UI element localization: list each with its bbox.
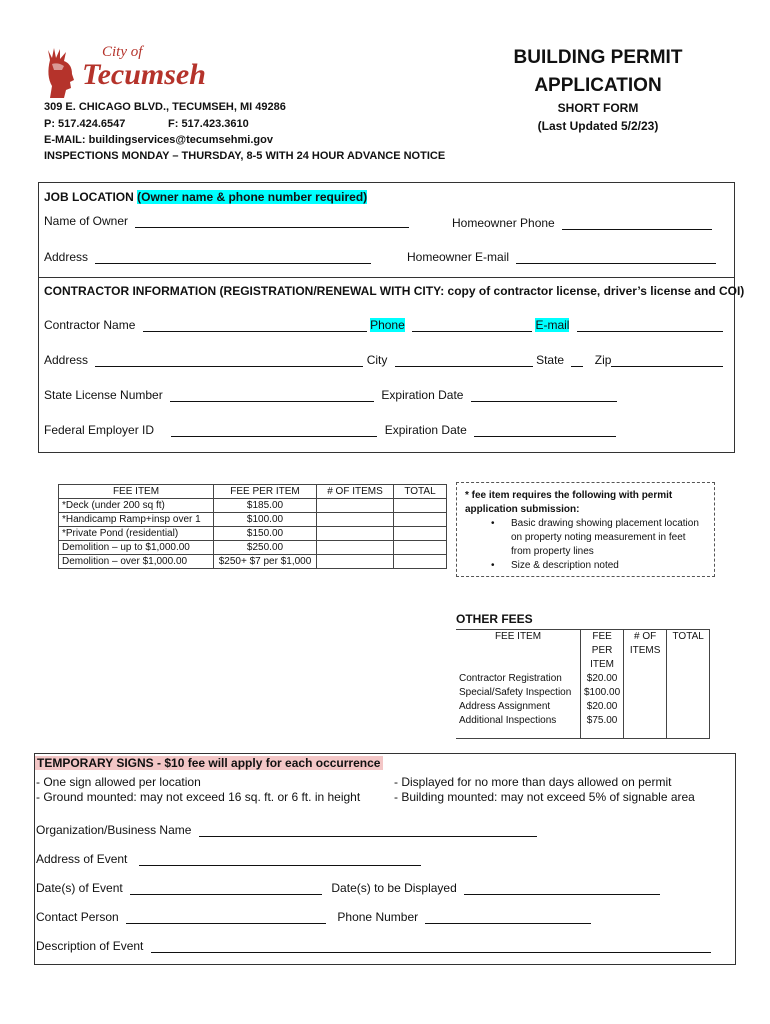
header-fax: F: 517.423.3610 xyxy=(168,118,249,130)
count-cell[interactable] xyxy=(624,672,667,686)
total-cell[interactable] xyxy=(394,555,447,569)
temp-signs-heading: TEMPORARY SIGNS - $10 fee will apply for each occurrence xyxy=(35,756,383,770)
fee-table xyxy=(58,484,447,569)
table-row xyxy=(59,513,447,527)
table-row xyxy=(59,555,447,569)
contractor-state-label: State xyxy=(536,353,565,367)
other-fees-table xyxy=(456,629,710,739)
table-row xyxy=(456,686,710,700)
other-fee-value-cell: $75.00 xyxy=(581,714,624,728)
other-fee-value-cell: $100.00 xyxy=(581,686,624,700)
owner-name-label: Name of Owner xyxy=(44,214,129,228)
other-fee-item-cell: Additional Inspections xyxy=(459,715,557,726)
total-cell[interactable] xyxy=(667,686,710,700)
owner-email-label: Homeowner E-mail xyxy=(407,250,510,264)
logo-city-of: City of xyxy=(102,44,143,60)
other-total-header: TOTAL xyxy=(667,630,710,673)
description-field[interactable] xyxy=(151,938,711,953)
bullet-icon: • xyxy=(491,518,495,529)
owner-phone-label: Homeowner Phone xyxy=(452,216,555,230)
contractor-city-field[interactable] xyxy=(395,352,533,367)
total-cell[interactable] xyxy=(394,513,447,527)
fee-value-cell: $250+ $7 per $1,000 xyxy=(214,555,317,569)
last-updated: (Last Updated 5/2/23) xyxy=(537,119,659,133)
contractor-name-field[interactable] xyxy=(143,317,367,332)
contractor-name-label: Contractor Name xyxy=(44,318,136,332)
owner-phone-field[interactable] xyxy=(562,215,712,230)
temp-phone-label: Phone Number xyxy=(337,910,419,924)
federal-id-field[interactable] xyxy=(171,422,377,437)
contractor-divider xyxy=(39,277,734,278)
fee-value-cell: $100.00 xyxy=(214,513,317,527)
contractor-phone-field[interactable] xyxy=(412,317,532,332)
contractor-phone-label: Phone xyxy=(370,318,405,332)
license-field[interactable] xyxy=(170,387,374,402)
contractor-zip-field[interactable] xyxy=(611,352,723,367)
fee-value-cell: $150.00 xyxy=(214,527,317,541)
count-cell[interactable] xyxy=(624,686,667,700)
header-inspections: INSPECTIONS MONDAY – THURSDAY, 8-5 WITH 24 HOUR ADVANCE NOTICE xyxy=(44,150,446,162)
contractor-heading: CONTRACTOR INFORMATION (REGISTRATION/RENEWAL WITH CITY: copy of contractor license, driver’s license and COI) xyxy=(44,284,745,298)
fee-item-header: FEE ITEM xyxy=(59,485,214,499)
fee-value-cell: $185.00 xyxy=(214,499,317,513)
temp-signs-rule-3: - Displayed for no more than days allowed on permit xyxy=(394,775,672,789)
count-cell[interactable] xyxy=(317,499,394,513)
fee-note-bullet-2: • Size & description noted xyxy=(491,560,619,571)
contractor-city-label: City xyxy=(366,353,388,367)
num-items-header: # OF ITEMS xyxy=(317,485,394,499)
owner-name-field[interactable] xyxy=(135,213,409,228)
description-label: Description of Event xyxy=(36,939,144,953)
fee-item-cell: *Private Pond (residential) xyxy=(59,527,214,541)
other-fee-item-cell: Contractor Registration xyxy=(459,673,562,684)
total-cell[interactable] xyxy=(394,499,447,513)
count-cell[interactable] xyxy=(624,700,667,714)
fee-table-header xyxy=(59,485,447,499)
fee-note-bullet-1: • Basic drawing showing placement location on property noting measurement in feet from property lines xyxy=(491,518,699,557)
job-location-heading: JOB LOCATION (Owner name & phone number required) xyxy=(44,190,368,204)
fee-item-cell: *Deck (under 200 sq ft) xyxy=(59,499,214,513)
owner-address-label: Address xyxy=(44,250,89,264)
bullet-icon: • xyxy=(491,560,495,571)
contact-label: Contact Person xyxy=(36,910,119,924)
table-row xyxy=(456,672,710,686)
federal-id-label: Federal Employer ID xyxy=(44,423,155,437)
count-cell[interactable] xyxy=(317,541,394,555)
other-fee-item-header: FEE ITEM xyxy=(494,631,542,642)
temp-signs-rule-2: - Ground mounted: may not exceed 16 sq. ft. or 6 ft. in height xyxy=(36,790,361,804)
contact-field[interactable] xyxy=(126,909,326,924)
expiration-label-1: Expiration Date xyxy=(381,388,464,402)
total-cell[interactable] xyxy=(667,714,710,728)
event-dates-field[interactable] xyxy=(130,880,322,895)
fee-item-cell: *Handicamp Ramp+insp over 1 xyxy=(59,513,214,527)
other-fee-value-cell: $20.00 xyxy=(581,672,624,686)
table-row xyxy=(456,714,710,728)
expiration-label-2: Expiration Date xyxy=(384,423,467,437)
contractor-state-field[interactable] xyxy=(571,352,583,367)
count-cell[interactable] xyxy=(624,714,667,728)
org-field[interactable] xyxy=(199,822,537,837)
owner-email-field[interactable] xyxy=(516,249,716,264)
other-fee-per-item-header: FEE PER ITEM xyxy=(581,630,624,673)
total-header: TOTAL xyxy=(394,485,447,499)
total-cell[interactable] xyxy=(667,672,710,686)
license-label: State License Number xyxy=(44,388,163,402)
event-address-field[interactable] xyxy=(139,851,421,866)
chief-head-icon xyxy=(42,46,82,98)
job-location-note: (Owner name & phone number required) xyxy=(137,190,368,204)
fee-item-cell: Demolition – over $1,000.00 xyxy=(59,555,214,569)
total-cell[interactable] xyxy=(667,700,710,714)
other-fee-value-cell: $20.00 xyxy=(581,700,624,714)
expiration-field-1[interactable] xyxy=(471,387,617,402)
org-label: Organization/Business Name xyxy=(36,823,192,837)
page-title-line1: BUILDING PERMIT xyxy=(513,47,683,68)
fee-note-title: * fee item requires the following with permit application submission: xyxy=(465,490,673,515)
count-cell[interactable] xyxy=(317,513,394,527)
table-row xyxy=(59,499,447,513)
temp-signs-rule-1: - One sign allowed per location xyxy=(36,775,201,789)
contractor-address-label: Address xyxy=(44,353,89,367)
contractor-email-label: E-mail xyxy=(535,318,570,332)
fee-note-box xyxy=(456,482,715,577)
temp-phone-field[interactable] xyxy=(425,909,591,924)
header-email: E-MAIL: buildingservices@tecumsehmi.gov xyxy=(44,134,273,146)
fee-per-item-header: FEE PER ITEM xyxy=(214,485,317,499)
logo-name: Tecumseh xyxy=(82,58,206,91)
table-row xyxy=(59,527,447,541)
other-fee-item-cell: Address Assignment xyxy=(459,701,551,712)
contractor-zip-label: Zip xyxy=(594,353,612,367)
page-subtitle: SHORT FORM xyxy=(557,101,639,115)
header-phone: P: 517.424.6547 xyxy=(44,118,126,130)
display-dates-label: Date(s) to be Displayed xyxy=(331,881,457,895)
page-title-line2: APPLICATION xyxy=(534,75,662,96)
expiration-field-2[interactable] xyxy=(474,422,616,437)
other-fee-item-cell: Special/Safety Inspection xyxy=(459,687,572,698)
table-row xyxy=(59,541,447,555)
total-cell[interactable] xyxy=(394,541,447,555)
city-logo xyxy=(42,44,242,100)
count-cell[interactable] xyxy=(317,527,394,541)
owner-address-field[interactable] xyxy=(95,249,371,264)
total-cell[interactable] xyxy=(394,527,447,541)
event-dates-label: Date(s) of Event xyxy=(36,881,123,895)
display-dates-field[interactable] xyxy=(464,880,660,895)
event-address-label: Address of Event xyxy=(36,852,128,866)
contractor-address-field[interactable] xyxy=(95,352,363,367)
header-address: 309 E. CHICAGO BLVD., TECUMSEH, MI 49286 xyxy=(44,101,286,113)
temp-signs-rule-4: - Building mounted: may not exceed 5% of signable area xyxy=(394,790,695,804)
other-fees-heading: OTHER FEES xyxy=(456,612,533,626)
table-row xyxy=(456,700,710,714)
other-num-items-header: # OF ITEMS xyxy=(624,630,667,673)
fee-item-cell: Demolition – up to $1,000.00 xyxy=(59,541,214,555)
fee-value-cell: $250.00 xyxy=(214,541,317,555)
count-cell[interactable] xyxy=(317,555,394,569)
contractor-email-field[interactable] xyxy=(577,317,723,332)
